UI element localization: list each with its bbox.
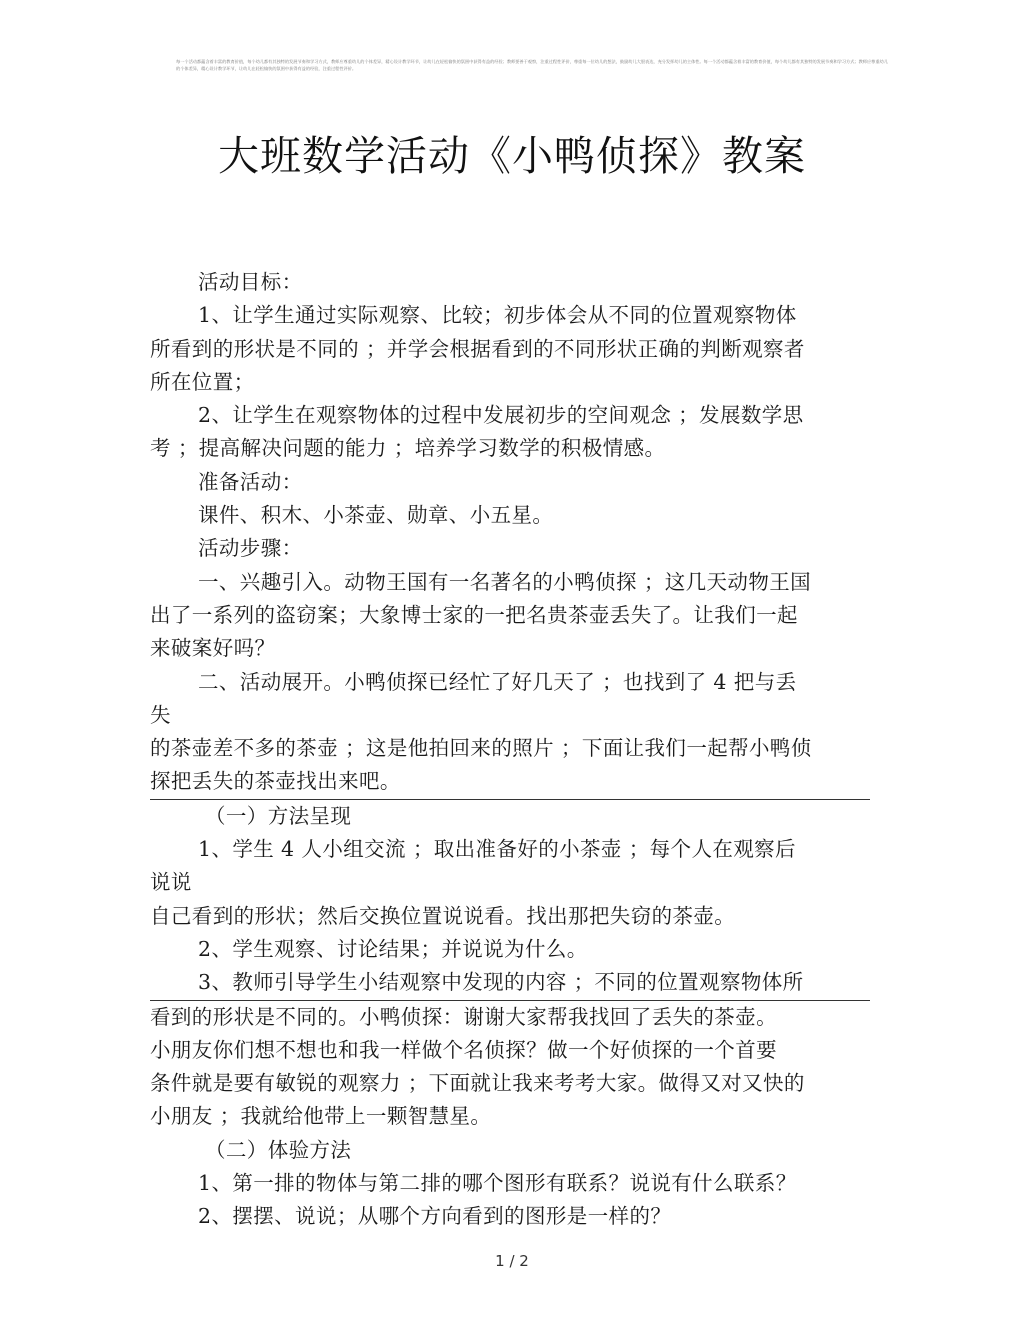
- paragraph-line: 课件、积木、小茶壶、勋章、小五星。: [198, 503, 554, 528]
- paragraph-line: 条件就是要有敏锐的观察力 ；下面就让我来考考大家。做得又对又快的: [150, 1071, 805, 1096]
- paragraph-line: 说说: [150, 870, 192, 895]
- paragraph-line: 1、第一排的物体与第二排的哪个图形有联系？说说有什么联系？: [198, 1171, 797, 1196]
- paragraph-line: 的茶壶差不多的茶壶 ；这是他拍回来的照片 ；下面让我们一起帮小鸭侦: [150, 736, 812, 761]
- section-heading: 准备活动：: [198, 469, 303, 494]
- paragraph-line: 一、兴趣引入。动物王国有一名著名的小鸭侦探 ；这几天动物王国: [198, 569, 812, 594]
- document-body: [150, 266, 870, 1234]
- paragraph-line: 2、让学生在观察物体的过程中发展初步的空间观念 ；发展数学思: [198, 403, 804, 428]
- subsection-heading: （一）方法呈现: [205, 803, 352, 828]
- paragraph-line: 1、学生 4 人小组交流 ；取出准备好的小茶壶 ；每个人在观察后: [198, 837, 796, 862]
- paragraph-line: 出了一系列的盗窃案；大象博士家的一把名贵茶壶丢失了。让我们一起: [150, 602, 798, 627]
- paragraph-line: 二、活动展开。小鸭侦探已经忙了好几天了 ；也找到了 4 把与丢: [198, 669, 797, 694]
- paragraph-line: 2、学生观察、讨论结果；并说说为什么。: [198, 936, 588, 961]
- document-title: 大班数学活动《小鸭侦探》教案: [218, 132, 806, 180]
- paragraph-line: 探把丢失的茶壶找出来吧。: [150, 765, 870, 799]
- page-number: 1 / 2: [495, 1252, 529, 1270]
- subsection-heading: （二）体验方法: [205, 1137, 352, 1162]
- paragraph-line: 来破案好吗？: [150, 636, 276, 661]
- paragraph-line: 所看到的形状是不同的 ；并学会根据看到的不同形状正确的判断观察者: [150, 336, 805, 361]
- section-heading: 活动步骤：: [198, 536, 303, 561]
- paragraph-line: 自己看到的形状；然后交换位置说说看。找出那把失窃的茶壶。: [150, 903, 736, 928]
- paragraph-line: 考 ；提高解决问题的能力 ；培养学习数学的积极情感。: [150, 436, 666, 461]
- paragraph-line: 小朋友你们想不想也和我一样做个名侦探？做一个好侦探的一个首要: [150, 1037, 777, 1062]
- paragraph-line: 看到的形状是不同的。小鸭侦探：谢谢大家帮我找回了丢失的茶壶。: [150, 1004, 777, 1029]
- paragraph-line: 所在位置；: [150, 369, 255, 394]
- section-heading: 活动目标：: [198, 270, 303, 294]
- paragraph-line: 1、让学生通过实际观察、比较；初步体会从不同的位置观察物体: [198, 303, 797, 328]
- paragraph-line: 小朋友 ；我就给他带上一颗智慧星。: [150, 1104, 492, 1129]
- paragraph-line: 2、摆摆、说说；从哪个方向看到的图形是一样的？: [198, 1204, 672, 1229]
- paragraph-line: 3、教师引导学生小结观察中发现的内容 ；不同的位置观察物体所: [150, 966, 870, 1000]
- header-note: 每一个活动都蕴含着丰富的教育价值，每个幼儿都有其独特的发展节奏和学习方式，教师应尊重幼儿的个体差异，精心设计教学环节，让幼儿在轻松愉快的氛围中获得有益的经验；教师要善于观察，注重过程性评价，尊重每一位幼儿的想法，鼓励幼儿大胆表达，充分发挥幼儿的主体性。每一个活动都蕴含着丰富的教育价值，每个幼儿都有其独特的发展节奏和学习方式；教师应尊重幼儿的个体差异，精心设计教学环节，让幼儿在轻松愉快的氛围中获得有益的经验，注重过程性评价。: [176, 59, 888, 71]
- paragraph-line: 失: [150, 702, 171, 727]
